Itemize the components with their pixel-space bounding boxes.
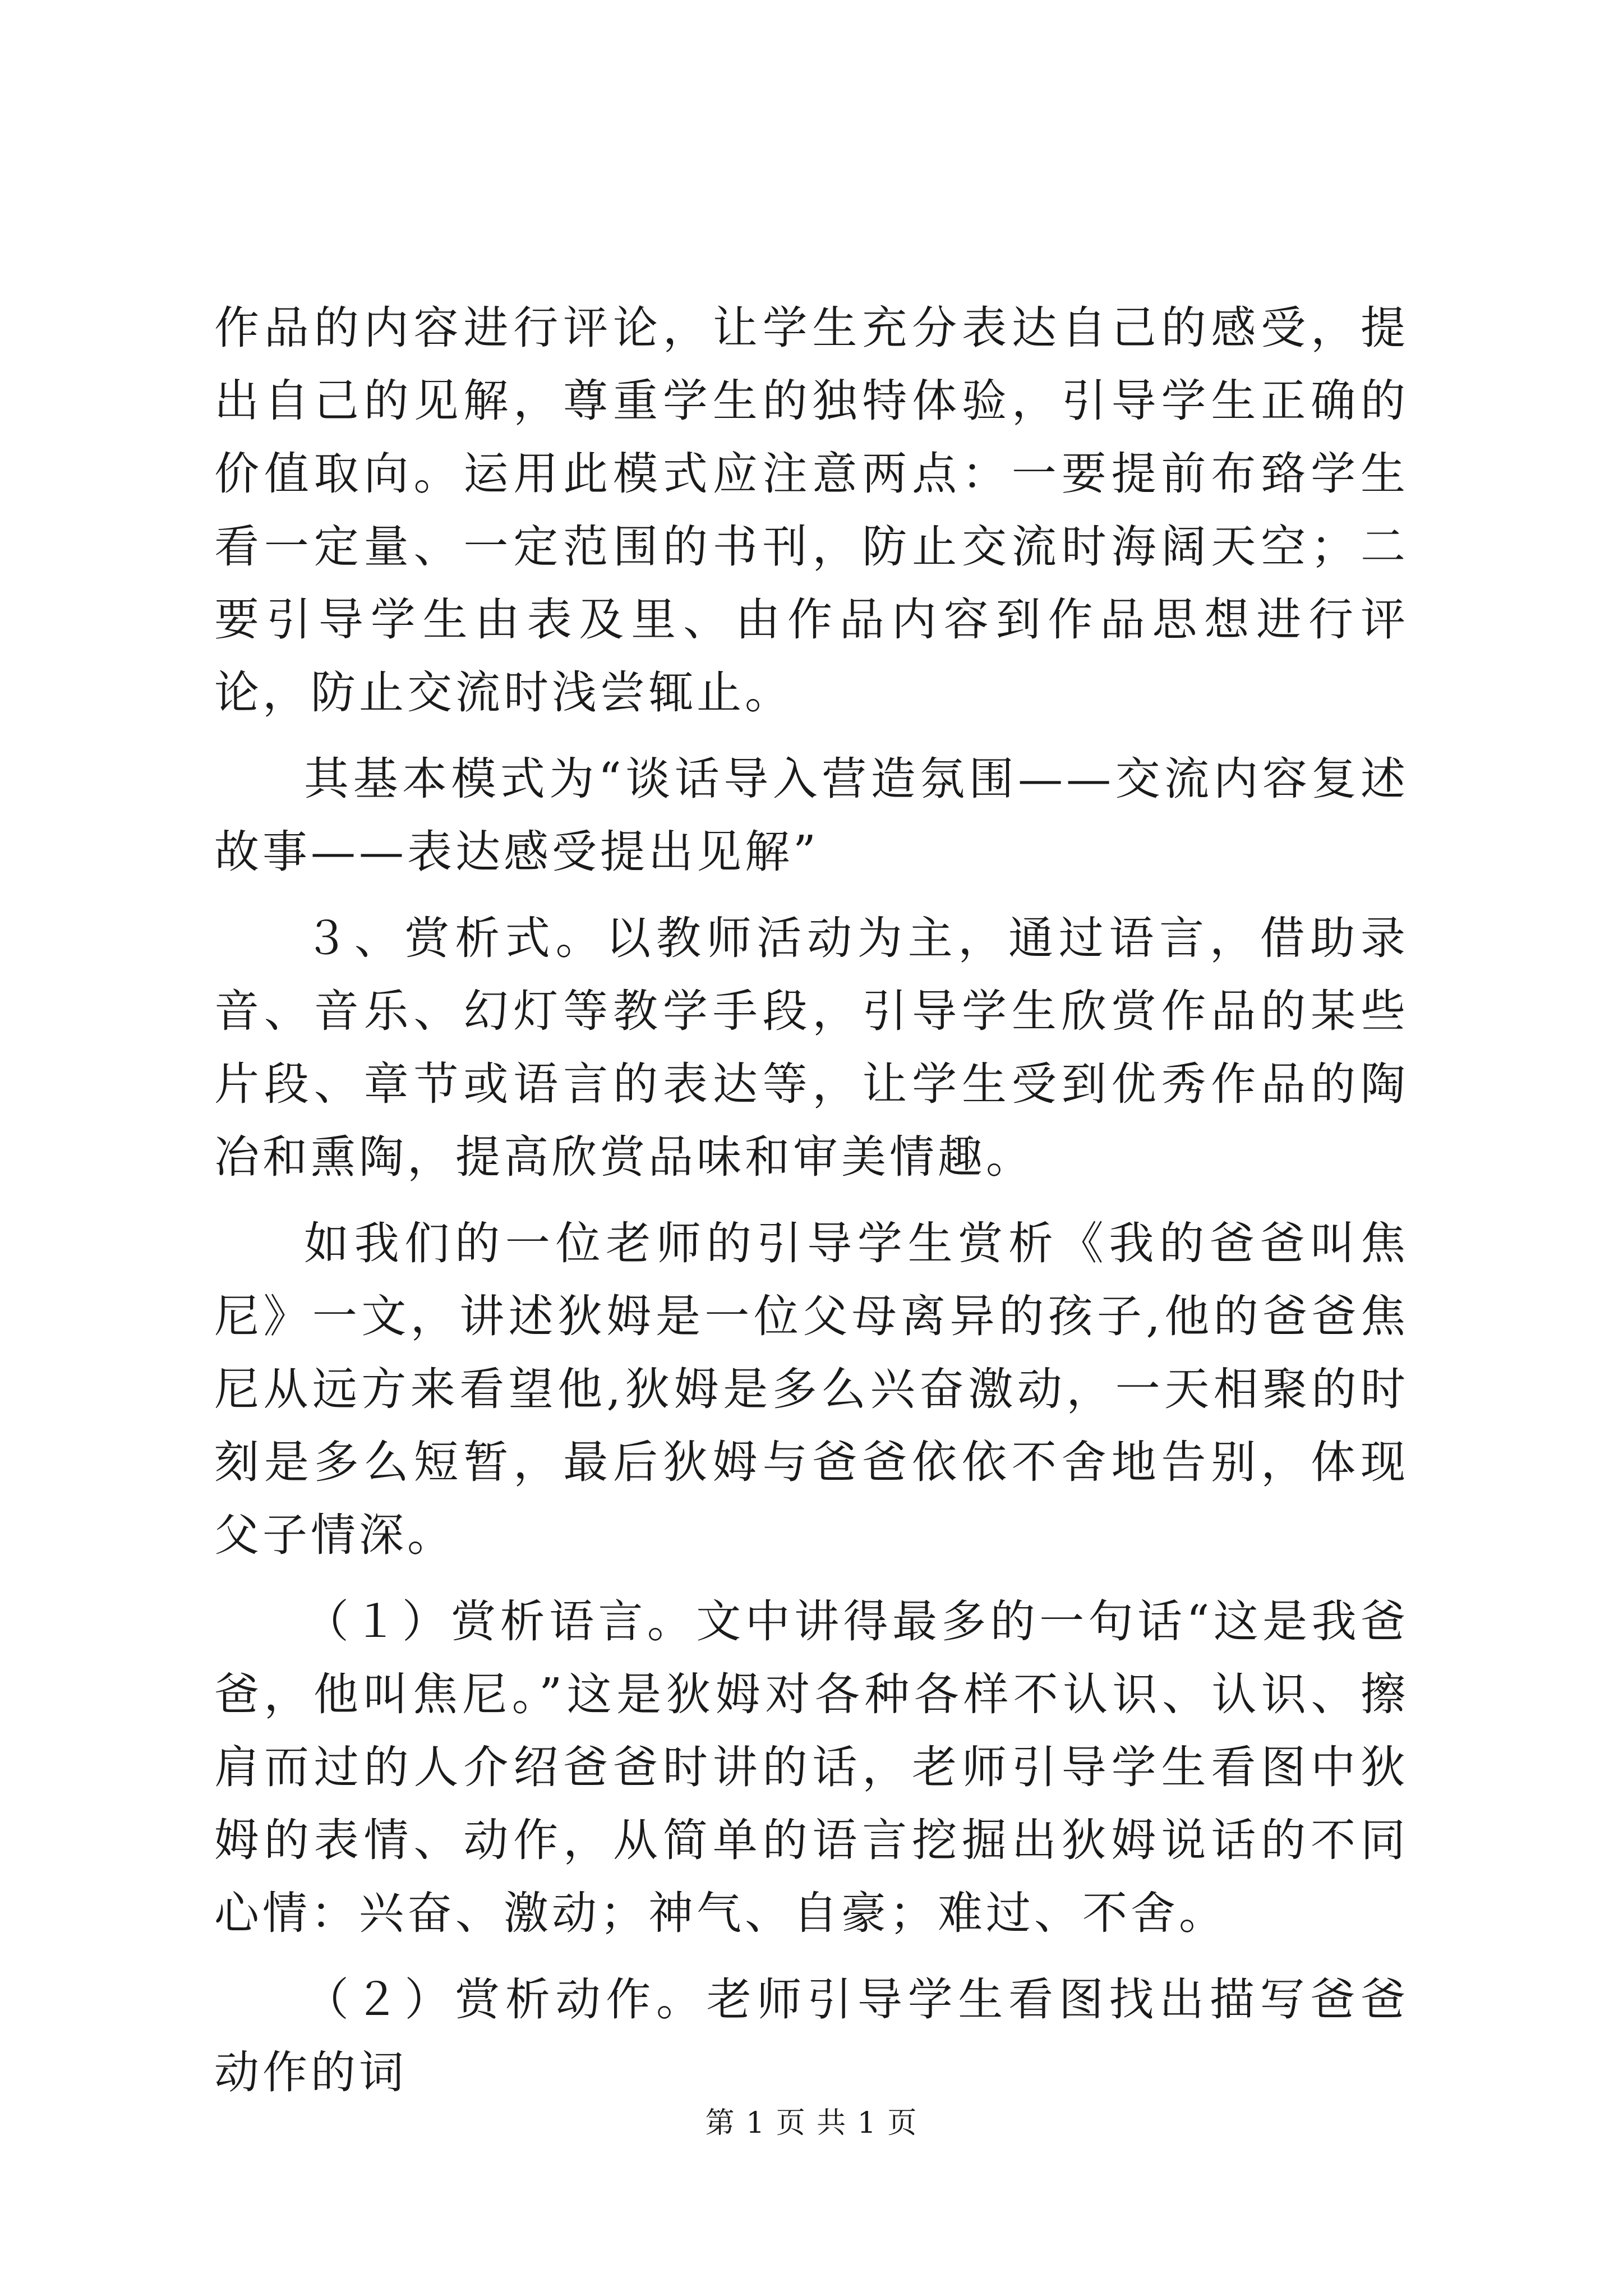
paragraph-4: 如我们的一位老师的引导学生赏析《我的爸爸叫焦尼》一文，讲述狄姆是一位父母离异的孩子,他的爸爸焦尼从远方来看望他,狄姆是多么兴奋激动，一天相聚的时刻是多么短暂，最后狄姆与爸爸依依不舍地告别，体现父子情深。 — [214, 1217, 1409, 1561]
paragraph-1: 作品的内容进行评论，让学生充分表达自己的感受，提出自己的见解，尊重学生的独特体验，引导学生正确的价值取向。运用此模式应注意两点：一要提前布臵学生看一定量、一定范围的书刊，防止交流时海阔天空；二要引导学生由表及里、由作品内容到作品思想进行评论，防止交流时浅尝辄止。 — [214, 302, 1409, 719]
page-footer: 第 1 页 共 1 页 — [705, 2106, 918, 2140]
paragraph-2: 其基本模式为“谈话导入营造氛围——交流内容复述故事——表达感受提出见解” — [214, 753, 1409, 878]
paragraph-6: （２）赏析动作。老师引导学生看图找出描写爸爸动作的词 — [214, 1973, 1409, 2099]
paragraph-5: （１）赏析语言。文中讲得最多的一句话“这是我爸爸，他叫焦尼。”这是狄姆对各种各样不认识、认识、擦肩而过的人介绍爸爸时讲的话，老师引导学生看图中狄姆的表情、动作，从简单的语言挖掘出狄姆说话的不同心情：兴奋、激动；神气、自豪；难过、不舍。 — [214, 1595, 1409, 1939]
paragraph-3: ３、赏析式。以教师活动为主，通过语言，借助录音、音乐、幻灯等教学手段，引导学生欣赏作品的某些片段、章节或语言的表达等，让学生受到优秀作品的陶冶和熏陶，提高欣赏品味和审美情趣。 — [214, 912, 1409, 1183]
document-body — [214, 292, 1409, 2123]
